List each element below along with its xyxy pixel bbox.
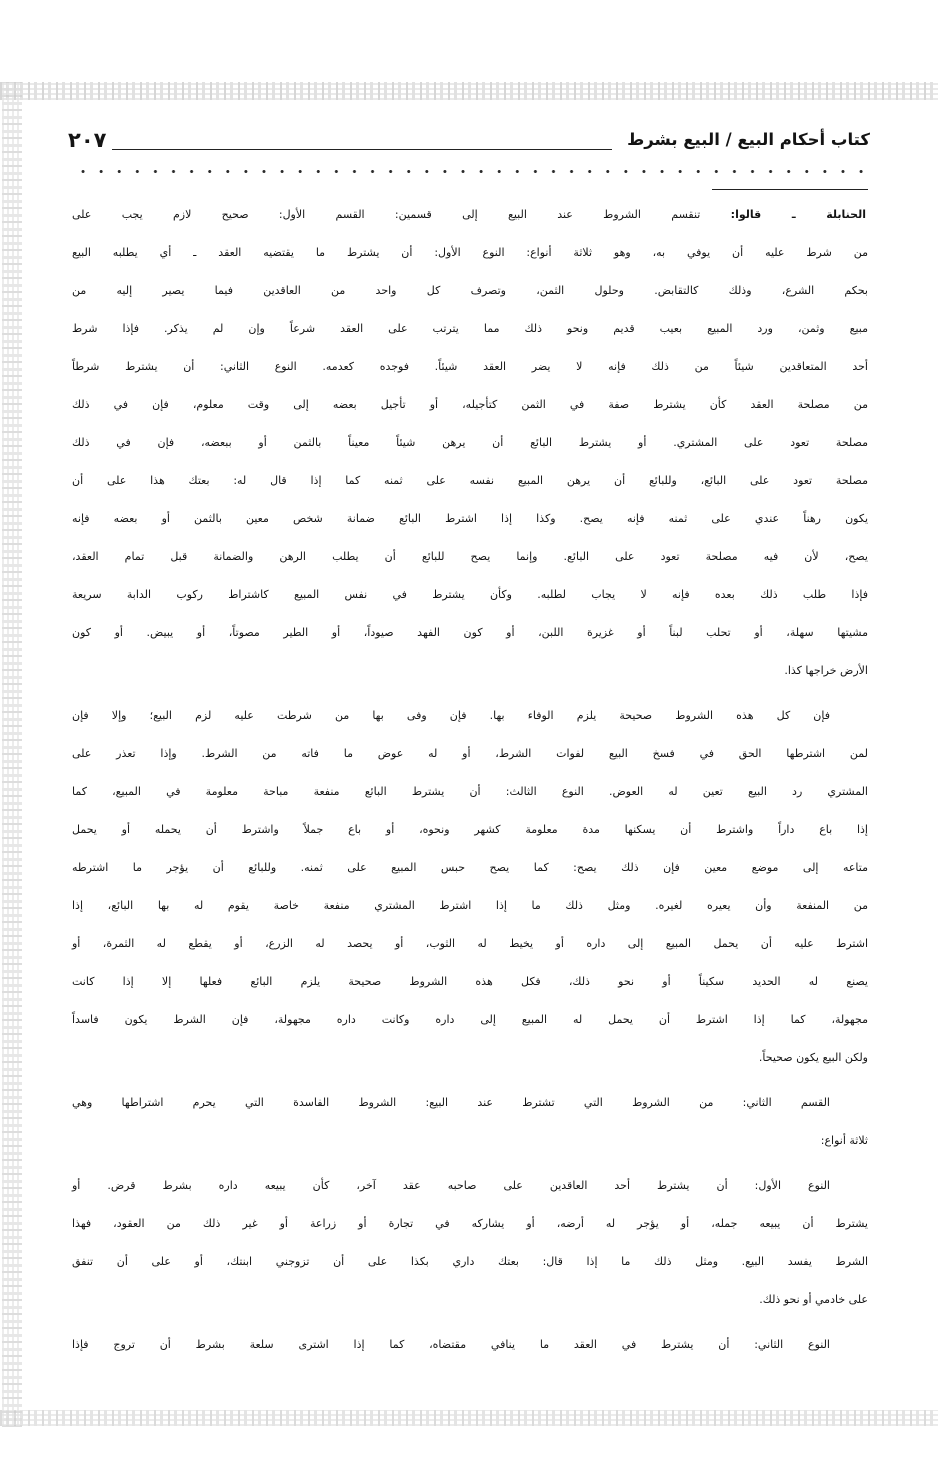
text-line: النوع الأول: أن يشترط أحد العاقدين على صاحبه عقد آخر، كأن يبيعه داره بشرط قرض. أو bbox=[72, 1179, 830, 1192]
text-line: مجهولة، كما إذا اشترط أن يحمل له المبيع إلى داره وكانت داره مجهولة، فإن الشرط يكون فاسداً bbox=[72, 1013, 868, 1026]
text-line: القسم الثاني: من الشروط التي تشترط عند البيع: الشروط الفاسدة التي يحرم اشتراطها وهي bbox=[72, 1096, 830, 1109]
text-line bbox=[72, 196, 870, 234]
text-line: النوع الثاني: أن يشترط في العقد ما ينافي مقتضاه، كما إذا اشترى سلعة بشرط أن تروج فإذا bbox=[72, 1338, 830, 1351]
line-text: تنقسم الشروط عند البيع إلى قسمين: القسم الأول: صحيح لازم يجب على bbox=[72, 208, 701, 221]
text-line: يكون رهناً عندي على ثمنه فإنه يصح. وكذا إذا اشترط البائع ضمانة شخص معين بالثمن أو بعضه فإنه bbox=[72, 512, 868, 525]
text-line: من المنفعة وأن يعيره لغيره. ومثل ذلك ما إذا اشترط المشتري منفعة خاصة يقوم له بها البائع، إذا bbox=[72, 899, 868, 912]
text-line: مبيع وثمن، ورد المبيع بعيب قديم ونحو ذلك مما يترتب على العقد شرعاً وإن لم يذكر. فإذا شرط bbox=[72, 322, 868, 335]
text-line: فإن كل هذه الشروط صحيحة يلزم الوفاء بها. فإن وفى بها من شرطت عليه لزم البيع؛ وإلا فإن bbox=[72, 709, 830, 722]
running-header-title: كتاب أحكام البيع / البيع بشرط bbox=[627, 130, 870, 149]
text-line: المشتري رد البيع تعين له العوض. النوع الثالث: أن يشترط البائع منفعة مباحة معلومة في المبيع، كما bbox=[72, 785, 868, 798]
text-line: بحكم الشرع، وذلك كالتقابض. وحلول الثمن، وتصرف كل واحد من العاقدين فيما يصير إليه من bbox=[72, 284, 868, 297]
text-line: ثلاثة أنواع: bbox=[820, 1134, 868, 1147]
page-number: ٢٠٧ bbox=[68, 128, 107, 152]
text-line: مشيتها سهلة، أو تحلب لبناً أو غزيرة اللبن، أو كون الفهد صيوداً، أو الطير مصوتاً، أو يبيض. أو كون bbox=[72, 626, 868, 639]
paragraph bbox=[72, 1326, 870, 1364]
text-line: لمن اشترطها الحق في فسخ البيع لفوات الشرط، أو له عوض ما فاته من الشرط. وإذا تعذر على bbox=[72, 747, 868, 760]
text-line: اشترط عليه أن يحمل المبيع إلى داره أو يخيط له الثوب، أو يحصد له الزرع، أو يقطع له الثمرة، أو bbox=[72, 937, 868, 950]
text-line: فإذا طلب ذلك بعده فإنه لا يجاب لطلبه. وكأن يشترط في نفس المبيع كاشتراط ركوب الدابة سريعة bbox=[72, 588, 868, 601]
text-line: ولكن البيع يكون صحيحاً. bbox=[758, 1051, 868, 1064]
header-dotted-separator bbox=[74, 169, 870, 174]
text-line: يصح، لأن فيه مصلحة تعود على البائع. وإنما يصح للبائع أن يطلب الرهن والضمانة قبل تمام العقد، bbox=[72, 550, 868, 563]
text-body bbox=[72, 196, 870, 1371]
text-line: من شرط عليه أن يوفي به، وهو ثلاثة أنواع: النوع الأول: أن يشترط ما يقتضيه العقد ـ أي يطلبه البيع bbox=[72, 246, 868, 259]
paragraph bbox=[72, 196, 870, 690]
paragraph bbox=[72, 1167, 870, 1319]
text-line: مصلحة تعود على المشتري. أو يشترط البائع أن يرهن شيئاً معيناً بالثمن أو ببعضه، فإن في ذلك bbox=[72, 436, 868, 449]
text-line: مصلحة تعود على البائع، وللبائع أن يرهن المبيع نفسه على ثمنه كما إذا قال له: بعتك هذا على أن bbox=[72, 474, 868, 487]
header-rule bbox=[112, 149, 612, 150]
text-line: من مصلحة العقد كأن يشترط صفة في الثمن كتأجيله، أو تأجيل بعضه إلى وقت معلوم، فإن في ذلك bbox=[72, 398, 868, 411]
text-line: أحد المتعاقدين شيئاً من ذلك فإنه لا يضر العقد شيئاً. فوجده كعدمه. النوع الثاني: أن يشترط شرطاً bbox=[72, 360, 868, 373]
header-underline bbox=[712, 189, 868, 190]
text-line: يصنع له الحديد سكيناً أو نحو ذلك، فكل هذه الشروط صحيحة يلزم البائع فعلها إلا إذا كانت bbox=[72, 975, 868, 988]
paragraph bbox=[72, 1084, 870, 1160]
text-line: الشرط يفسد البيع. ومثل ذلك ما إذا قال: بعتك داري بكذا على أن تزوجني ابنتك، أو على أن تنفق bbox=[72, 1255, 868, 1268]
text-line: على خادمي أو نحو ذلك. bbox=[759, 1293, 868, 1306]
text-line: يشترط أن يبيعه جمله، أو يؤجر له أرضه، أو يشاركه في تجارة أو زراعة أو غير ذلك من العقود، فهذا bbox=[72, 1217, 868, 1230]
text-line: الأرض خراجها كذا. bbox=[784, 664, 868, 677]
paragraph bbox=[72, 697, 870, 1077]
scan-border-left bbox=[2, 82, 22, 1427]
text-line: إذا باع داراً واشترط أن يسكنها مدة معلومة كشهر ونحوه، أو باع جملاً واشترط أن يحمله أو يحمل bbox=[72, 823, 868, 836]
text-line: متاعه إلى موضع معين فإن ذلك يصح: كما يصح حبس المبيع على ثمنه. وللبائع أن يؤجر ما اشترطه bbox=[72, 861, 868, 874]
section-lead: الحنابلة ـ قالوا: bbox=[730, 208, 866, 221]
scan-border-top bbox=[0, 82, 938, 100]
scan-border-bottom bbox=[0, 1410, 938, 1426]
